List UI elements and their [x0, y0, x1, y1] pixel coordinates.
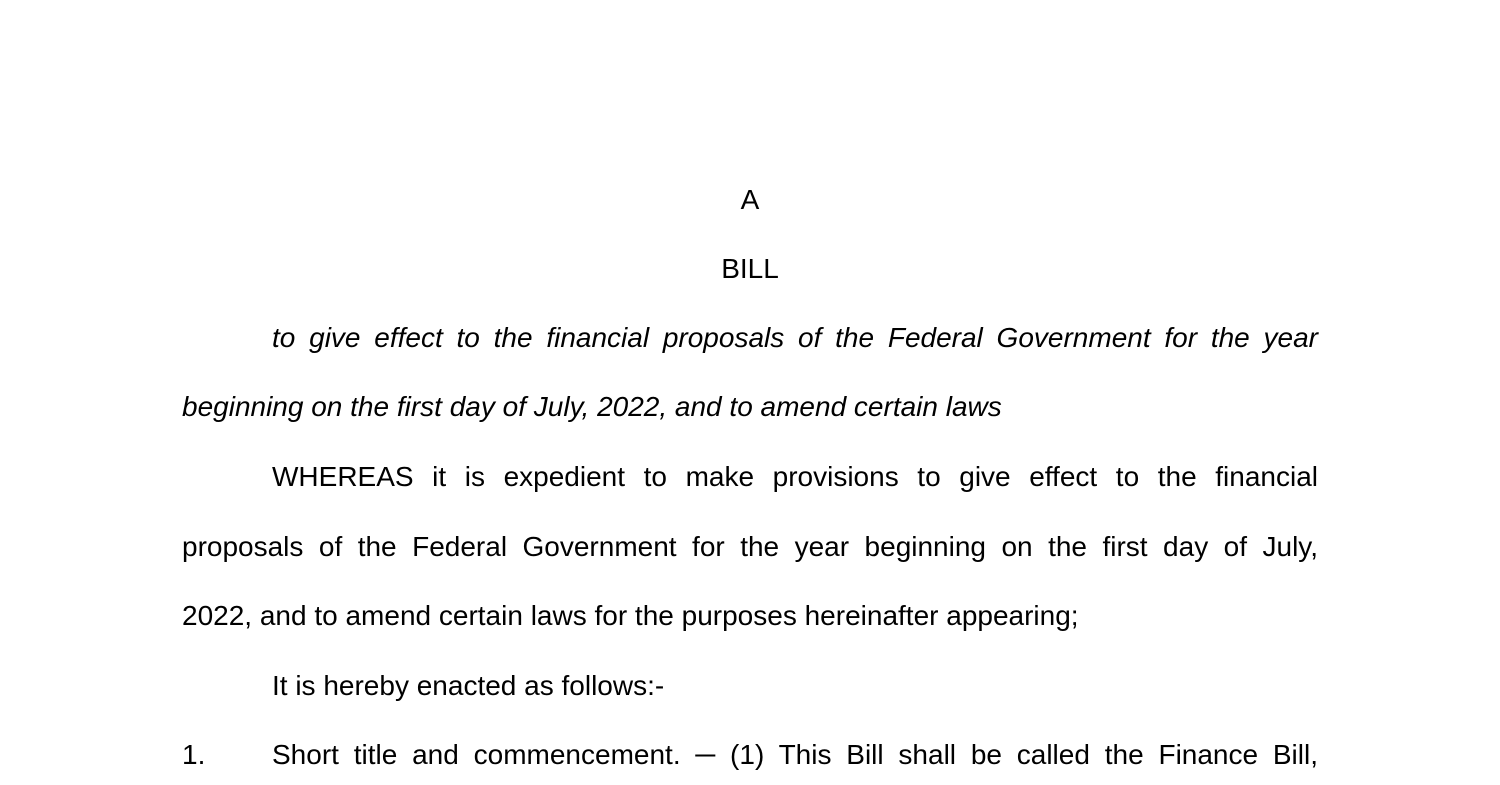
whereas-line-2: proposals of the Federal Government for the year beginning on the first day of July,	[182, 531, 1318, 562]
whereas-line-3: 2022, and to amend certain laws for the purposes hereinafter appearing;	[182, 600, 1079, 631]
whereas-line-1: WHEREAS it is expedient to make provisions to give effect to the financial	[272, 461, 1318, 492]
preamble-line-2: beginning on the first day of July, 2022, and to amend certain laws	[182, 391, 1002, 422]
section-number: 1.	[182, 739, 206, 770]
section-1-text: Short title and commencement. ─ (1) This Bill shall be called the Finance Bill,	[272, 739, 1318, 770]
preamble-line-1: to give effect to the financial proposals of the Federal Government for the year	[272, 322, 1318, 353]
enacted-clause: It is hereby enacted as follows:-	[272, 670, 665, 701]
heading-bill: BILL	[721, 253, 779, 284]
heading-a: A	[740, 184, 760, 215]
